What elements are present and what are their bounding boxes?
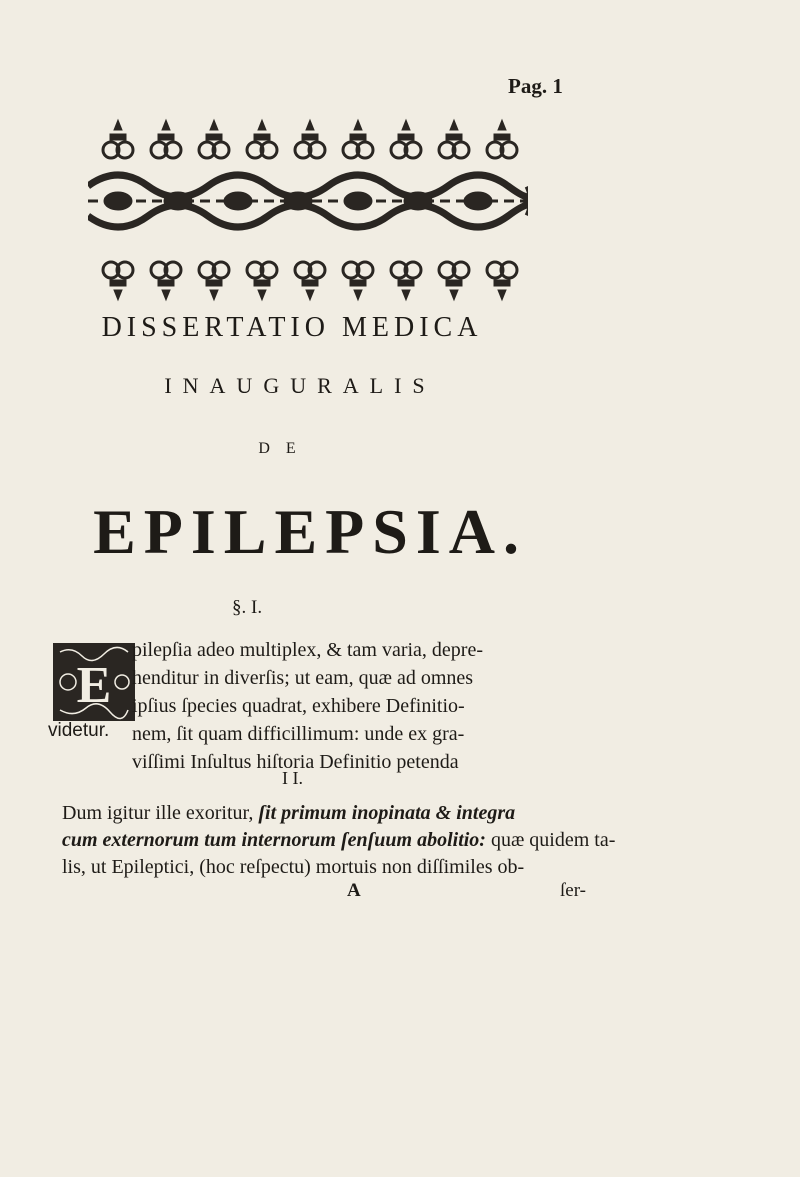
catchword: ſer-: [560, 880, 586, 901]
para1-line: viſſimi Inſultus hiſtoria Definitio petenda: [132, 751, 459, 773]
title-dissertatio-medica: DISSERTATIO MEDICA: [101, 312, 483, 343]
para1-line: henditur in diverſis; ut eam, quæ ad omnes: [132, 667, 474, 689]
title-epilepsia: EPILEPSIA.: [93, 496, 527, 567]
para2-text: Dum igitur ille exoritur,: [62, 802, 259, 824]
paragraph-2: [62, 800, 622, 881]
section-mark-1: §. I.: [232, 597, 263, 618]
decorated-initial-e-icon: [52, 642, 136, 722]
title-inauguralis: INAUGURALIS: [164, 373, 436, 398]
para2-line-2: [62, 827, 622, 854]
para2-text: quæ quidem ta-: [485, 829, 616, 851]
para2-italic-text: cum externorum tum internorum ſenſuum abolitio:: [62, 829, 486, 851]
signature-mark: A: [347, 880, 361, 901]
para1-line: nem, ſit quam difficillimum: unde ex gra-: [132, 723, 465, 745]
para1-last-line: videtur.: [48, 720, 110, 741]
para2-line-3: lis, ut Epileptici, (hoc reſpectu) mortuis non diſſimiles ob-: [62, 856, 525, 878]
section-mark-2: I I.: [282, 768, 303, 788]
para2-italic-text: ſit primum inopinata & integra: [258, 802, 516, 824]
page-number: Pag. 1: [508, 74, 563, 98]
para1-line: ipſius ſpecies quadrat, exhibere Definitio-: [132, 695, 465, 717]
initial-letter: E: [76, 657, 112, 714]
paragraph-1: [132, 636, 602, 776]
para1-line: pilepſia adeo multiplex, & tam varia, depre-: [132, 639, 483, 661]
printers-ornament-icon: [88, 116, 528, 304]
title-de: D E: [258, 440, 302, 457]
para2-line-1: [62, 800, 622, 827]
